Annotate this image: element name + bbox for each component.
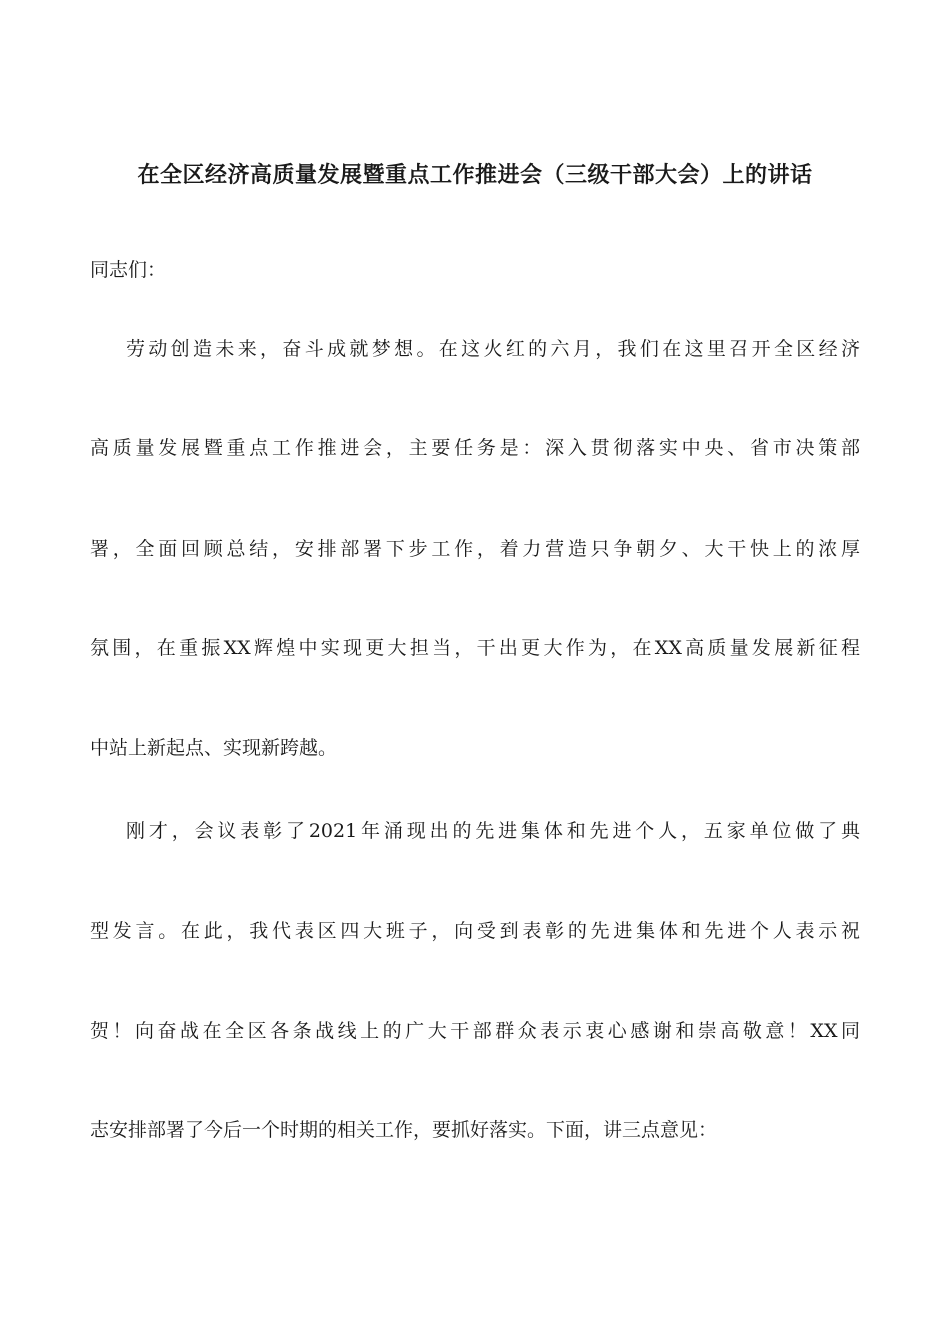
- salutation: 同志们：: [90, 259, 167, 281]
- paragraph-line: 志安排部署了今后一个时期的相关工作，要抓好落实。下面，讲三点意见：: [90, 1119, 718, 1141]
- paragraph-line: 刚才，会议表彰了2021年涌现出的先进集体和先进个人，五家单位做了典: [126, 820, 860, 842]
- document-title: 在全区经济高质量发展暨重点工作推进会（三级干部大会）上的讲话: [137, 163, 813, 188]
- paragraph-line: 型发言。在此，我代表区四大班子，向受到表彰的先进集体和先进个人表示祝: [90, 920, 860, 942]
- paragraph-line: 高质量发展暨重点工作推进会，主要任务是：深入贯彻落实中央、省市决策部: [90, 437, 860, 459]
- paragraph-line: 劳动创造未来，奋斗成就梦想。在这火红的六月，我们在这里召开全区经济: [126, 338, 860, 360]
- paragraph-line: 贺！向奋战在全区各条战线上的广大干部群众表示衷心感谢和崇高敬意！XX同: [90, 1020, 860, 1042]
- paragraph-line: 中站上新起点、实现新跨越。: [90, 737, 338, 759]
- paragraph-line: 署，全面回顾总结，安排部署下步工作，着力营造只争朝夕、大干快上的浓厚: [90, 538, 860, 560]
- paragraph-line: 氛围，在重振XX辉煌中实现更大担当，干出更大作为，在XX高质量发展新征程: [90, 637, 860, 659]
